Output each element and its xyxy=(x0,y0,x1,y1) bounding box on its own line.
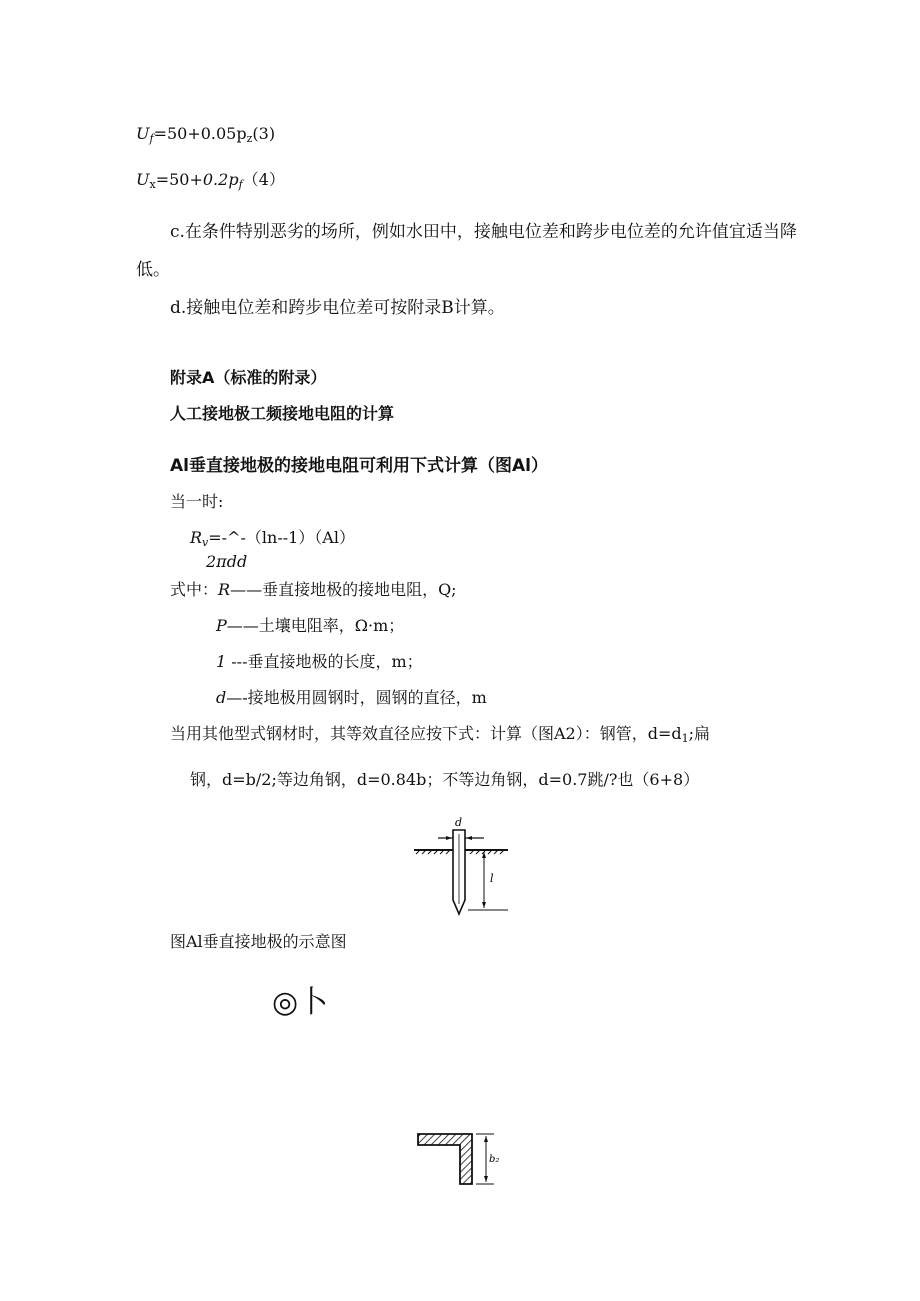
formula-a1-denominator: 2πdd xyxy=(206,552,248,571)
formula-4: $U_x=50+0.2p_f(4)$ xyxy=(136,170,285,191)
formula-a1: $R_v=-\^{}-(\ln--1)(Al)$ xyxy=(190,528,355,549)
figure-a1-label-d: d xyxy=(455,816,463,829)
definition-p: P——土壤电阻率，Ω·m； xyxy=(216,616,405,635)
paragraph-c-line1: c.在条件特别恶劣的场所，例如水田中，接触电位差和跨步电位差的允许值宜适当降 xyxy=(170,222,797,242)
definition-d: d—-接地极用圆钢时，圆钢的直径，m xyxy=(216,688,487,707)
condition-text: 当一时: xyxy=(170,492,224,511)
definition-r: 式中：R——垂直接地极的接地电阻，Q; xyxy=(170,580,457,599)
figure-a2-label-b2: b₂ xyxy=(489,1154,500,1165)
section-heading: Al垂直接地极的接地电阻可利用下式计算（图Al） xyxy=(170,456,548,476)
formula-4-var: U xyxy=(136,170,150,189)
paragraph-c-line2: 低。 xyxy=(136,260,170,280)
appendix-subtitle: 人工接地极工频接地电阻的计算 xyxy=(170,404,395,423)
figure-a1-vertical-electrode xyxy=(408,814,520,918)
definition-l: 1 ---垂直接地极的长度，m； xyxy=(216,652,423,671)
figure-a1-label-l: l xyxy=(490,872,494,885)
appendix-title: 附录A（标准的附录） xyxy=(170,368,327,387)
formula-3-var: U xyxy=(136,124,150,143)
figure-a2-angle-steel xyxy=(412,1128,504,1190)
other-steel-line1: 当用其他型式钢材时，其等效直径应按下式：计算（图A2）：钢管，$d=d_1$;扁 xyxy=(170,724,711,745)
figure-a1-caption: 图Al垂直接地极的示意图 xyxy=(170,932,347,951)
garbled-symbols: ◎卜 xyxy=(272,985,329,1020)
other-steel-line2: 钢，d=b∕2;等边角钢，d=0.84b；不等边角钢，d=0.7跳/?也（6+8） xyxy=(190,770,700,789)
formula-3: $U_f=50+0.05p_z(3)$ xyxy=(136,124,276,145)
paragraph-d: d.接触电位差和跨步电位差可按附录B计算。 xyxy=(170,298,505,318)
